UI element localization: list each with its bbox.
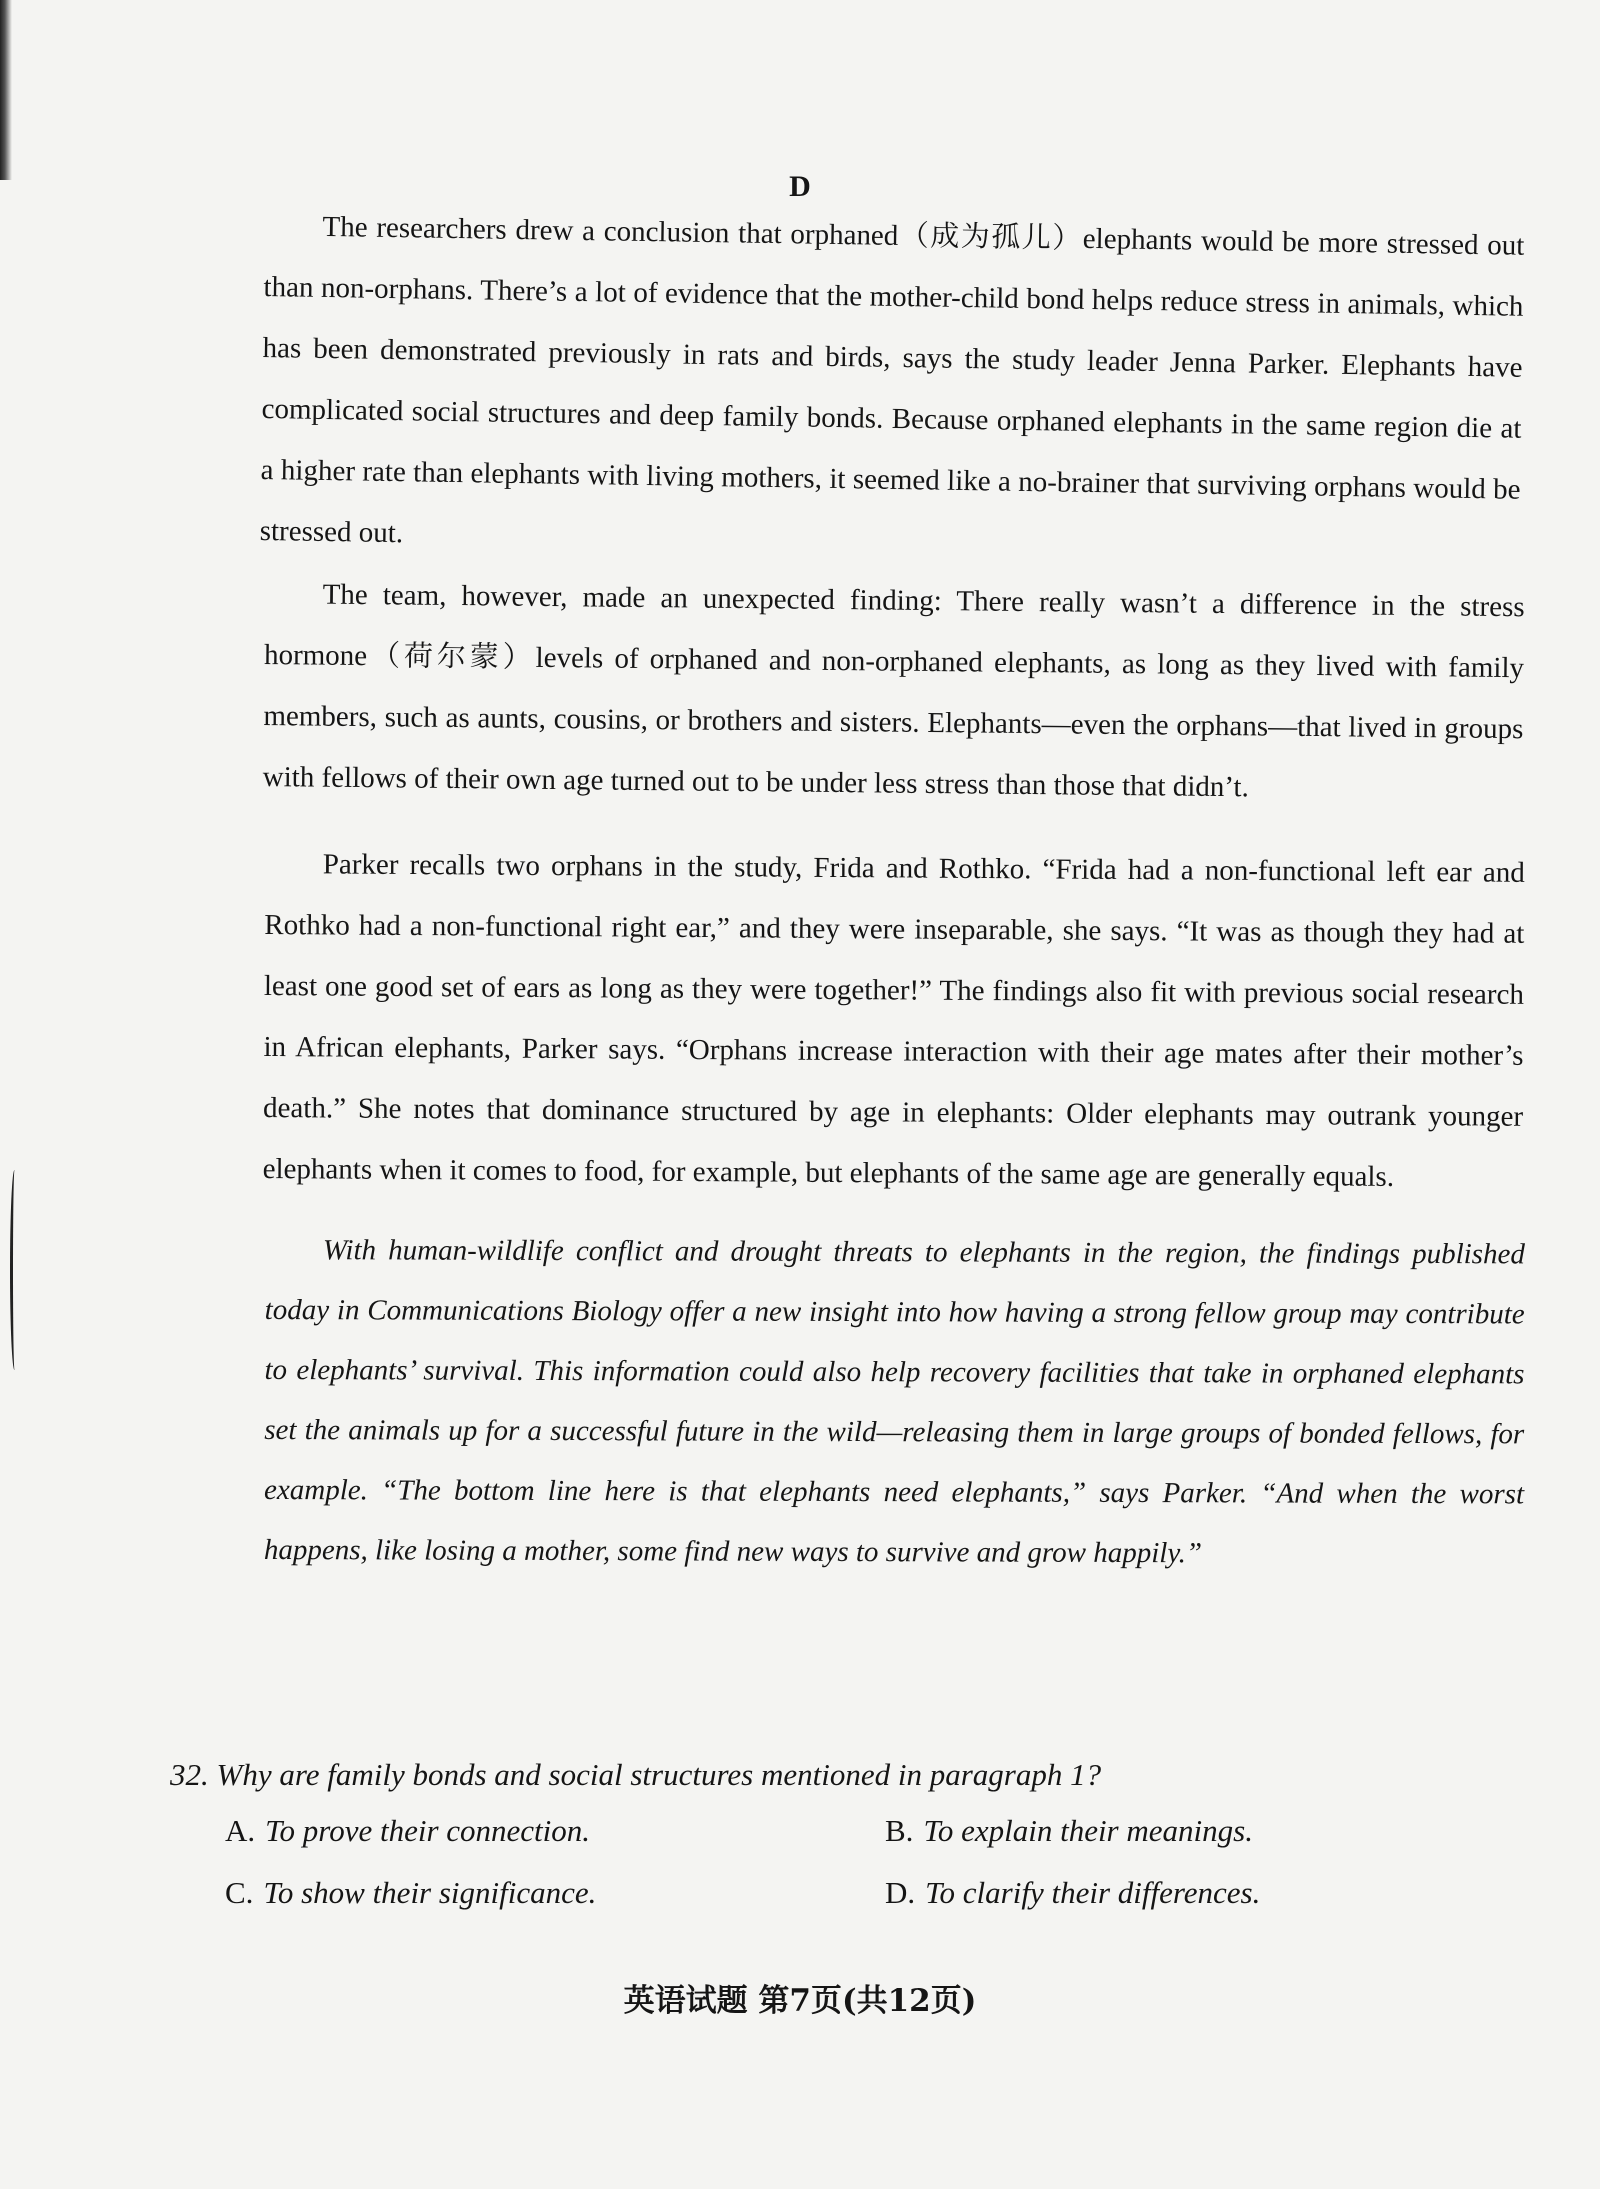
scan-margin-mark [10, 1170, 19, 1370]
question-stem: 32. Why are family bonds and social structures mentioned in paragraph 1? [170, 1757, 1102, 1792]
option-text: To show their significance. [263, 1875, 597, 1910]
option-label: B. [885, 1813, 914, 1848]
option-label: D. [885, 1875, 916, 1910]
answer-options [170, 1813, 1500, 1911]
option-text: To prove their connection. [265, 1813, 591, 1848]
page-footer: 英语试题 第7页(共12页) [623, 1983, 977, 2019]
section-letter: D [789, 170, 811, 203]
option-a [225, 1813, 885, 1849]
reading-passage [259, 196, 1525, 1580]
option-label: C. [225, 1875, 254, 1910]
passage-paragraph-2: The team, however, made an unexpected finding: There really wasn’t a difference in the stress hormone（荷尔蒙）levels of orphaned and non-orphaned elephants, as long as they lived with family members, such as aunts, cousins, or brothers and sisters. Elephants—even the orphans—that lived in groups with fellows of their own age turned out to be under less stress than those that didn’t. [262, 578, 1525, 804]
passage-paragraph-3: Parker recalls two orphans in the study, Frida and Rothko. “Frida had a non-functional left ear and Rothko had a non-functional right ear,” and they were inseparable, she says. “It was as though they had at least one good set of ears as long as they were together!” The findings also fit with previous social research in African elephants, Parker says. “Orphans increase interaction with their age mates after their mother’s death.” She notes that dominance structured by age in elephants: Older elephants may outrank younger elephants when it comes to food, for example, but elephants of the same age are generally equals. [262, 848, 1525, 1193]
question-32 [170, 1757, 1500, 1911]
option-label: A. [225, 1813, 256, 1848]
passage-paragraph-1: The researchers drew a conclusion that orphaned（成为孤儿）elephants would be more stressed out than non-orphans. There’s a lot of evidence that the mother-child bond helps reduce stress in animals, which has been demonstrated previously in rats and birds, says the study leader Jenna Parker. Elephants have complicated social structures and deep family bonds. Because orphaned elephants in the same region die at a higher rate than elephants with living mothers, it seemed like a no-brainer that surviving orphans would be stressed out. [259, 210, 1525, 550]
scan-edge-mark [0, 0, 12, 180]
option-text: To clarify their differences. [925, 1875, 1261, 1910]
option-c [225, 1875, 885, 1911]
option-b [885, 1813, 1545, 1849]
passage-paragraph-4: With human-wildlife conflict and drought threats to elephants in the region, the findings published today in Communications Biology offer a new insight into how having a strong fellow group may contribute to elephants’ survival. This information could also help recovery facilities that take in orphaned elephants set the animals up for a successful future in the wild—releasing them in large groups of bonded fellows, for example. “The bottom line here is that elephants need elephants,” says Parker. “And when the worst happens, like losing a mother, some find new ways to survive and grow happily.” [263, 1234, 1525, 1570]
option-d [885, 1875, 1545, 1911]
option-text: To explain their meanings. [923, 1813, 1253, 1848]
